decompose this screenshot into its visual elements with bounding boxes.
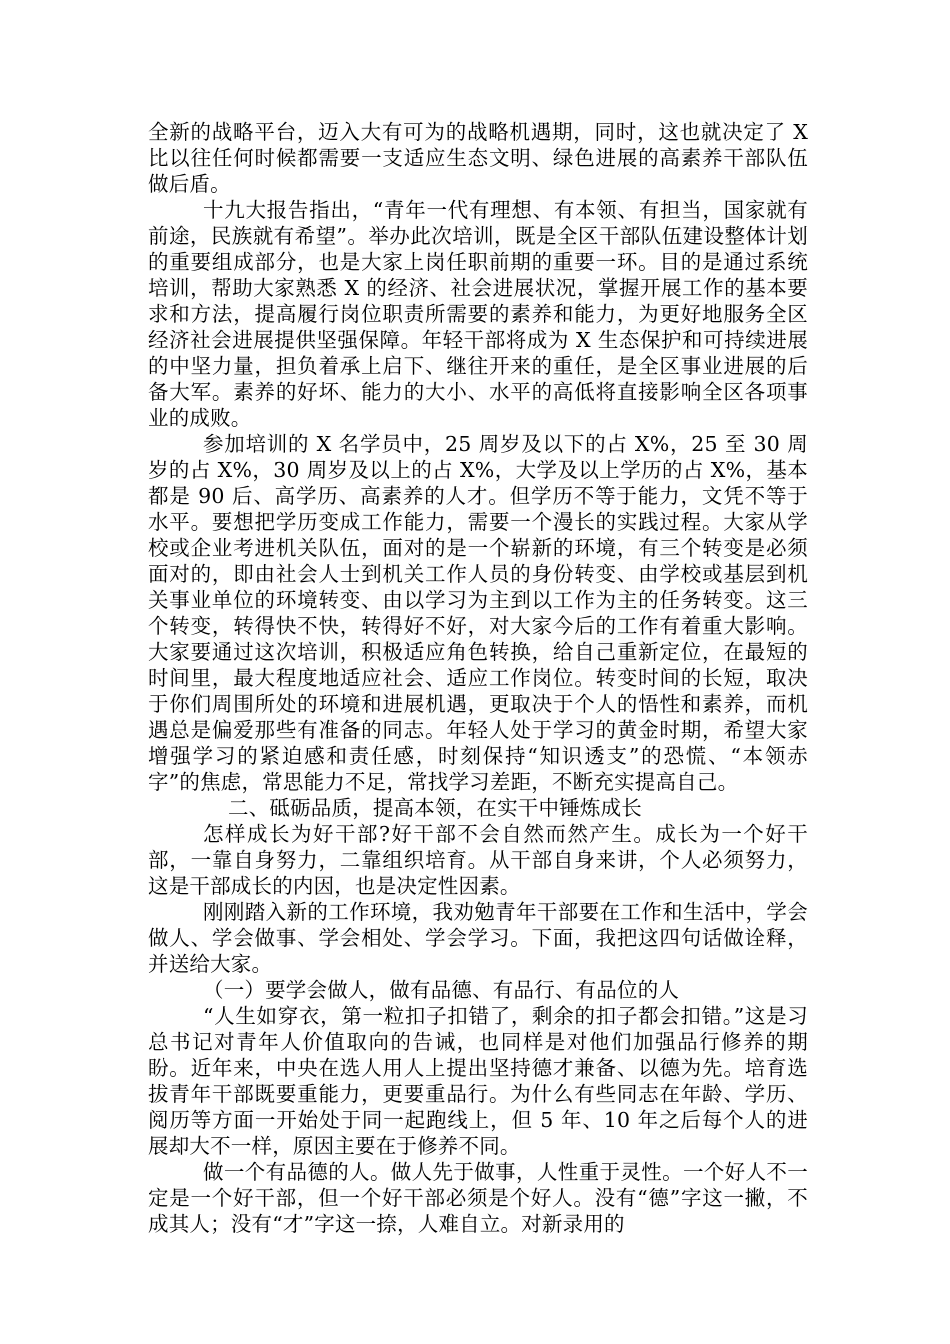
paragraph-four-learnings: 刚刚踏入新的工作环境，我劝勉青年干部要在工作和生活中，学会做人、学会做事、学会相处、学会学习。下面，我把这四句话做诠释，并送给大家。 [148,900,808,976]
paragraph-button-quote: “人生如穿衣，第一粒扣子扣错了，剩余的扣子都会扣错。”这是习总书记对青年人价值取向的告诫，也同样是对他们加强品行修养的期盼。近年来，中央在选人用人上提出坚持德才兼备、以德为先。培育选拔青年干部既要重能力，更要重品行。为什么有些同志在年龄、学历、阅历等方面一开始处于同一起跑线上，但 5 年、10 年之后每个人的进展却大不一样，原因主要在于修养不同。 [148,1004,808,1158]
section-heading-2: 二、砥砺品质，提高本领，在实干中锤炼成长 [228,796,642,820]
paragraph-trainees: 参加培训的 X 名学员中，25 周岁及以下的占 X%，25 至 30 周岁的占 X%，30 周岁及以上的占 X%，大学及以上学历的占 X%，基本都是 90 后、高学历、高素养的人才。但学历不等于能力，文凭不等于水平。要想把学历变成工作能力，需要一个漫长的实践过程。大家从学校或企业考进机关队伍，面对的是一个崭新的环境，有三个转变是必须面对的，即由社会人士到机关工作人员的身份转变、由学校或基层到机关事业单位的环境转变、由以学习为主到以工作为主的任务转变。这三个转变，转得快不快，转得好不好，对大家今后的工作有着重大影响。大家要通过这次培训，积极适应角色转换，给自己重新定位，在最短的时间里，最大程度地适应社会、适应工作岗位。转变时间的长短，取决于你们周围所处的环境和进展机遇，更取决于个人的悟性和素养，而机遇总是偏爱那些有准备的同志。年轻人处于学习的黄金时期，希望大家增强学习的紧迫感和责任感，时刻保持“知识透支”的恐慌、“本领赤字”的焦虑，常思能力不足，常找学习差距，不断充实提高自己。 [148,432,808,794]
paragraph-virtue: 做一个有品德的人。做人先于做事，人性重于灵性。一个好人不一定是一个好干部，但一个好干部必须是个好人。没有“德”字这一撇，不成其人；没有“才”字这一捺，人难自立。对新录用的 [148,1160,808,1236]
subsection-heading-1: （一）要学会做人，做有品德、有品行、有品位的人 [203,978,680,1002]
paragraph-good-cadre: 怎样成长为好干部?好干部不会自然而然产生。成长为一个好干部，一靠自身努力，二靠组织培育。从干部自身来讲，个人必须努力，这是干部成长的内因，也是决定性因素。 [148,822,808,898]
document-page [148,119,808,1237]
paragraph-continuation: 全新的战略平台，迈入大有可为的战略机遇期，同时，这也就决定了 X 比以往任何时候都需要一支适应生态文明、绿色进展的高素养干部队伍做后盾。 [148,120,808,196]
paragraph-report: 十九大报告指出，“青年一代有理想、有本领、有担当，国家就有前途，民族就有希望”。举办此次培训，既是全区干部队伍建设整体计划的重要组成部分，也是大家上岗任职前期的重要一环。目的是通过系统培训，帮助大家熟悉 X 的经济、社会进展状况，掌握开展工作的基本要求和方法，提高履行岗位职责所需要的素养和能力，为更好地服务全区经济社会进展提供坚强保障。年轻干部将成为 X 生态保护和可持续进展的中坚力量，担负着承上启下、继往开来的重任，是全区事业进展的后备大军。素养的好坏、能力的大小、水平的高低将直接影响全区各项事业的成败。 [148,198,808,430]
